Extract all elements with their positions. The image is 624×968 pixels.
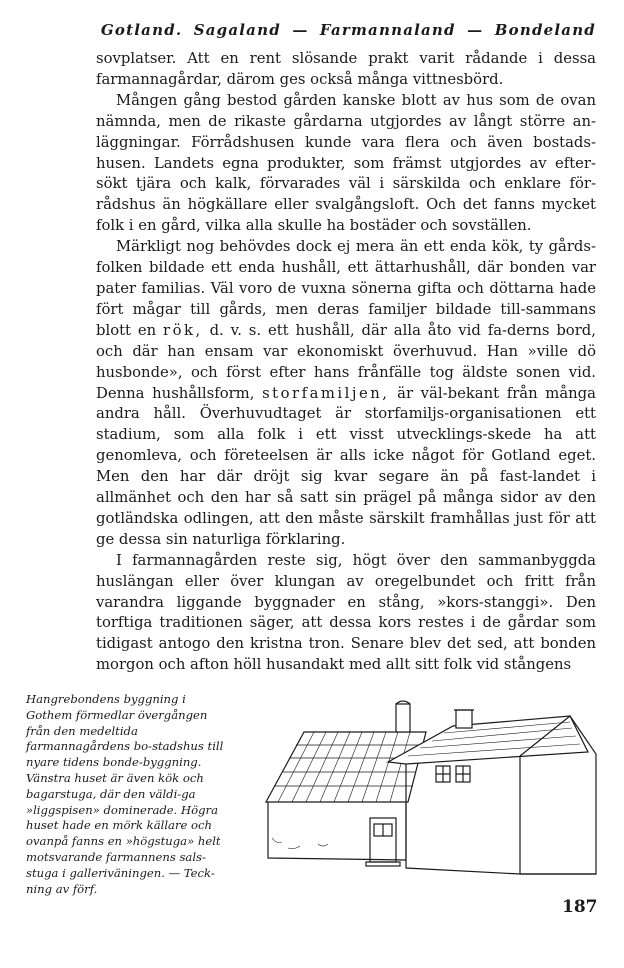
running-header: Gotland. Sagaland — Farmannaland — Bondeland [100,21,596,39]
body-text [96,49,596,676]
paragraph-text: Märkligt nog behövdes dock ej mera än ett enda kök, ty gårds-folken bildade ett enda hushåll, ett ättarhushåll, där bonden var pater familias. Väl voro de vuxna sönerna gifta och döttarna hade fört mågar till gårds, men deras familjer bildade till-sammans blott en [96,238,596,339]
figure-caption: Hangrebondens byggning i Gothem förmedlar övergången från den medeltida farmannagårdens bo-stadshus till nyare tidens bonde-byggning. Vänstra huset är även kök och bagarstuga, där den väldi-ga »liggspisen» dominerade. Högra huset hade en mörk källare och ovanpå fanns en »högstuga» helt motsvarande farmannens sals-stuga i galleriväningen. — Teck-ning av förf. [26,692,224,896]
paragraph: sovplatser. Att en rent slösande prakt varit rådande i dessa farmannagårdar, därom ges också många vittnesbörd. [96,50,596,88]
paragraph: Mången gång bestod gården kanske blott av hus som de ovan nämnda, men de rikaste gårdarna utgjordes av långt större an-läggningar. Förrådshusen kunde vara flera och även bostads-husen. Landets egna produkter, som främst utgjordes av efter-sökt tjära och kalk, förvarades väl i särskilda och enklare för-rådshus än högkällare eller svalgångsloft. Och det fanns mycket folk i en gård, vilka alla skulle ha bostäder och sovställen. [96,91,596,235]
left-house-roof [266,732,426,802]
paragraph: I farmannagården reste sig, högt över den sammanbyggda huslängan eller över klungan av oregelbundet och fritt från varandra liggande byggnader en stång, »kors-stanggi». Den torftiga traditionen säger, att dessa kors restes i de gårdar som tidigast antogo den kristna tron. Senare blev det sed, att bonden morgon och afton höll husandakt med allt sitt folk vid stångens [96,551,596,674]
left-chimney [396,701,410,732]
window [436,766,470,782]
emphasis-rok: rök, [163,321,203,339]
page-number: 187 [562,897,598,917]
door [366,818,400,866]
emphasis-storfamiljen: storfamiljen, [262,384,390,402]
paragraph-text: d. v. s. ett hushåll, där alla åto vid fa-derns bord, och där han ensam var ekonomiskt överhuvud. Han »ville dö husbonde», och först efter hans frånfälle tog äldste sonen vid. Denna hushållsform, [96,321,596,402]
right-chimney [454,710,474,728]
farmhouse-drawing [258,698,604,880]
paragraph-text: är väl-bekant från många andra håll. Överhuvudtaget är storfamiljs-organisationen ett stadium, som alla folk i ett visst utvecklings-skede ha att genomleva, och företeelsen är alls icke något för Gotland eget. Men den har där dröjt sig kvar segare än på fast-landet i allmänhet och den har så satt sin prägel på många sidor av den gotländska odlingen, att den måste särskilt framhållas just för att ge dessa sin naturliga förklaring. [96,384,596,548]
left-house-wall [268,802,406,860]
paragraph [96,237,596,551]
